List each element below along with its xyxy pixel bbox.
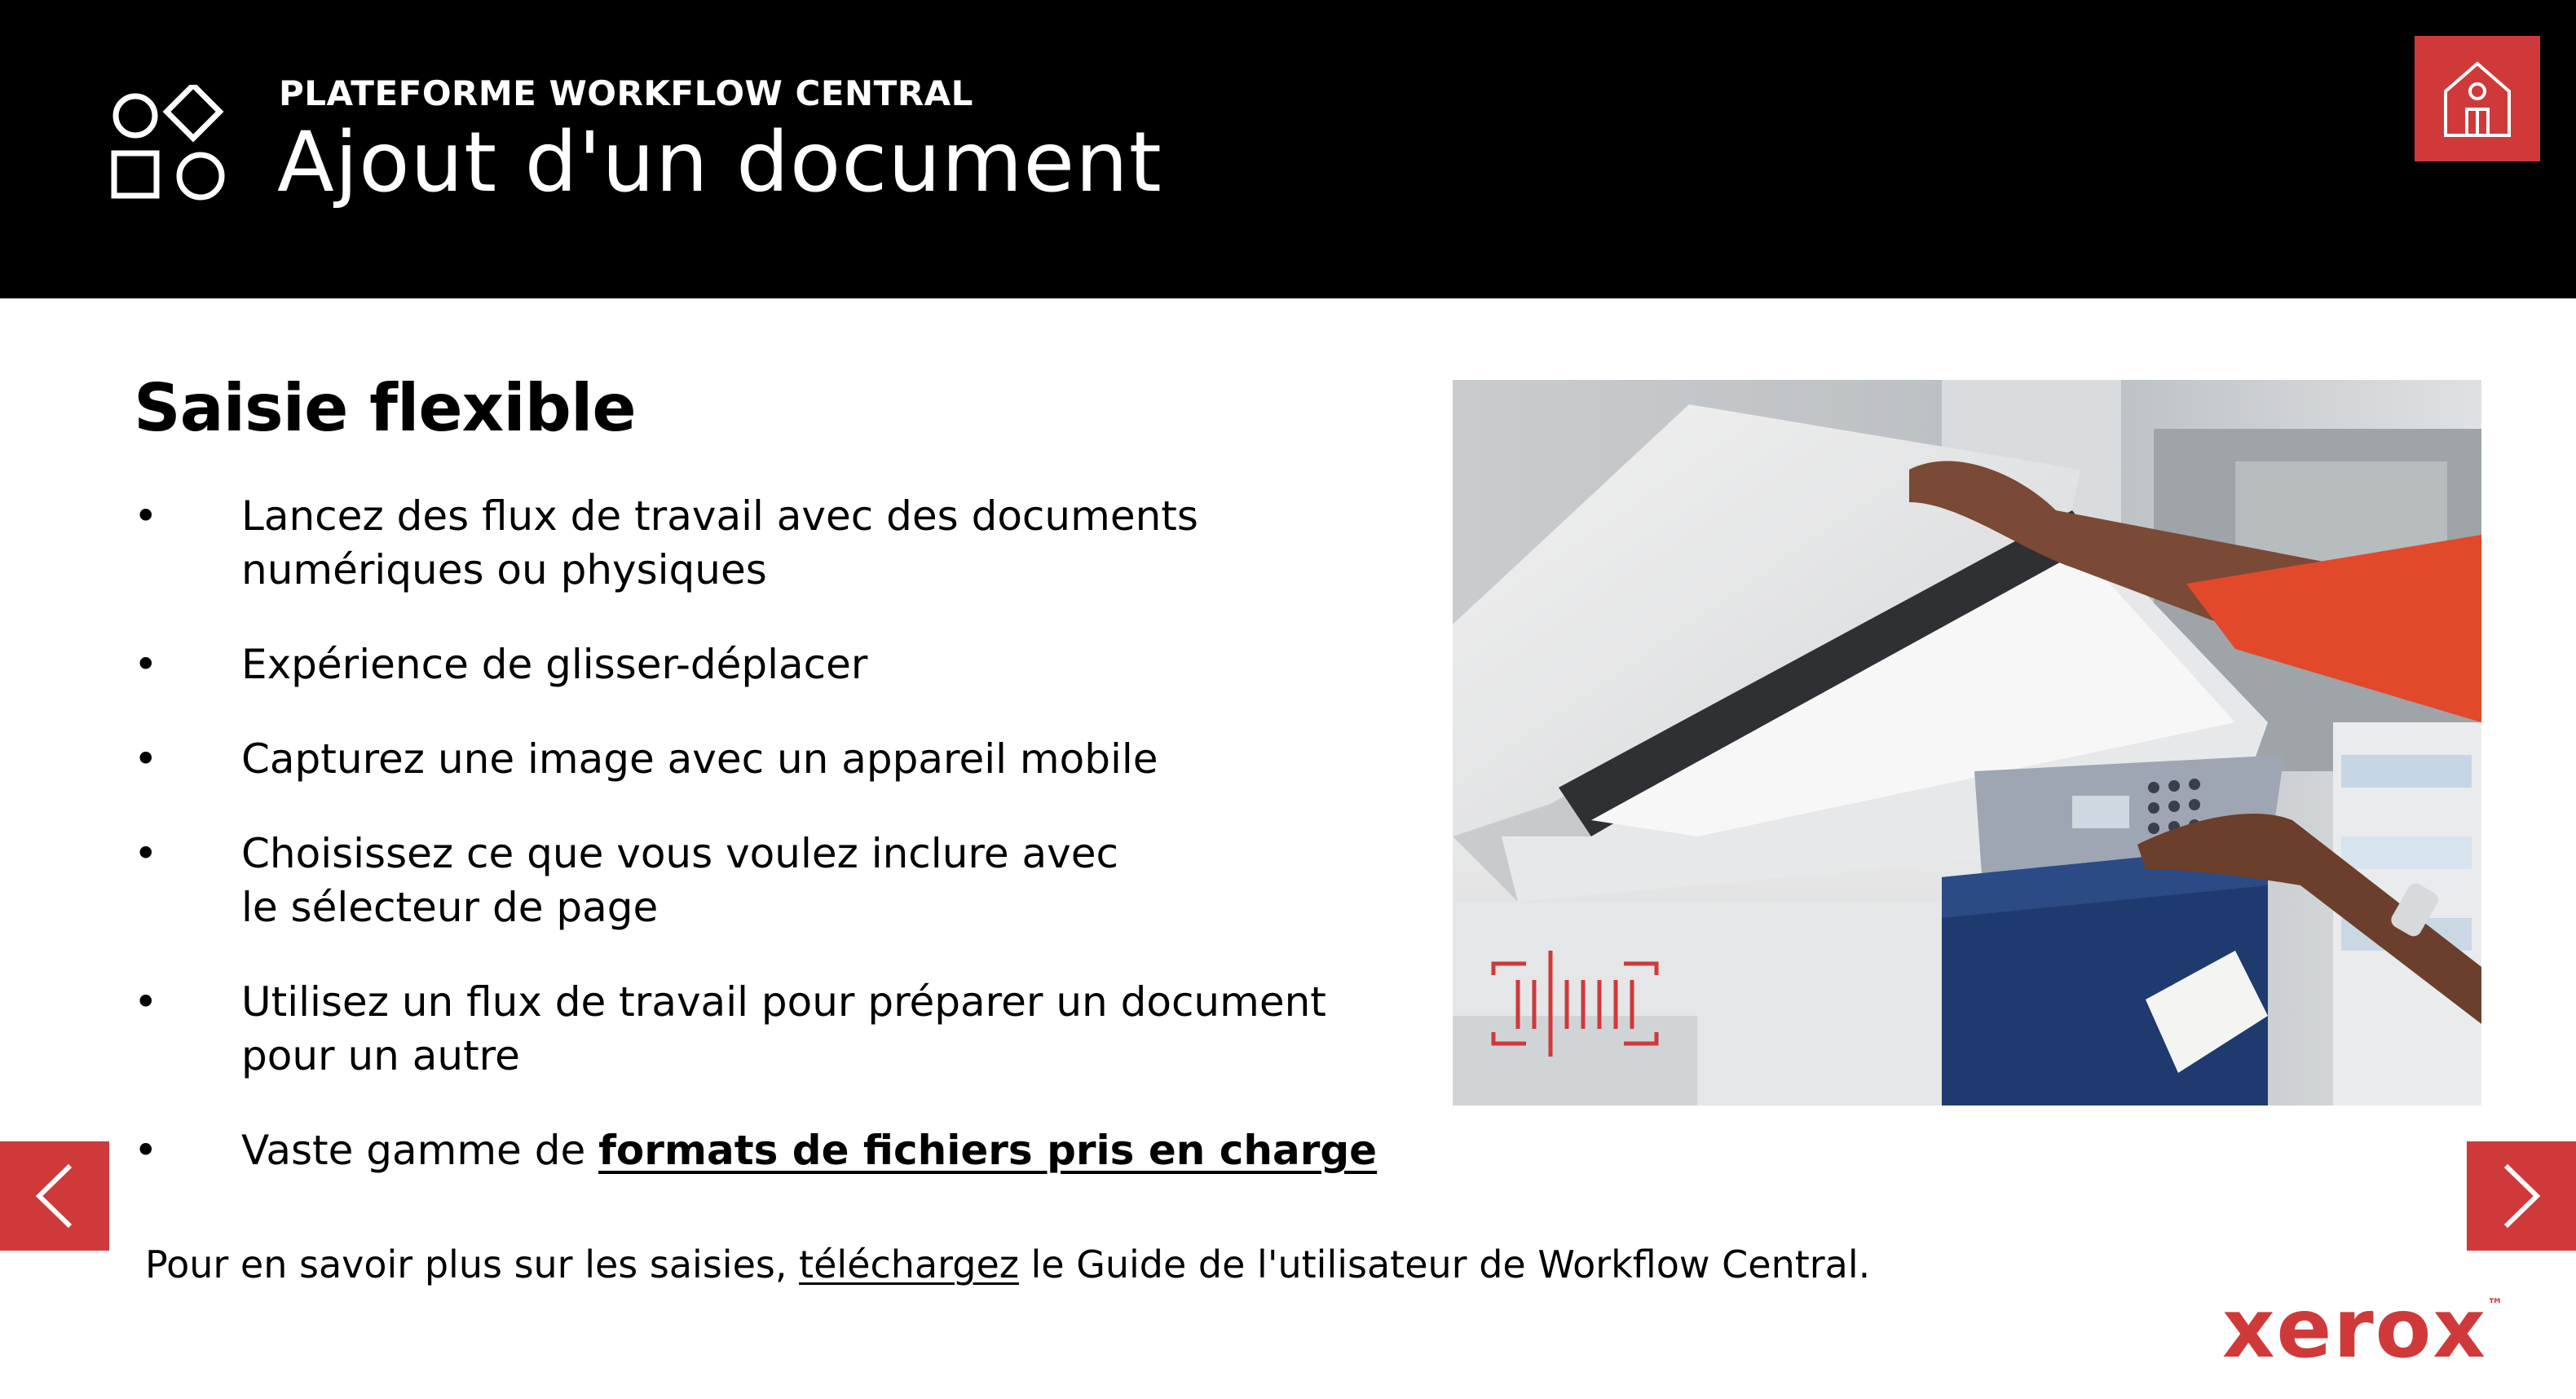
list-item <box>134 827 1138 934</box>
footnote-text-before: Pour en savoir plus sur les saisies, <box>145 1242 800 1286</box>
bullet-dot: • <box>134 978 158 1026</box>
bullet-dot: • <box>134 1127 158 1174</box>
bullet-dot: • <box>134 492 158 540</box>
list-item <box>134 975 1358 1083</box>
shapes-icon <box>109 85 232 207</box>
trademark-symbol: ™ <box>2486 1295 2505 1314</box>
bullet-dot: • <box>134 830 158 877</box>
header-bar <box>0 0 2576 298</box>
list-item <box>134 638 1332 691</box>
supported-formats-link[interactable]: formats de fichiers pris en charge <box>598 1127 1378 1174</box>
footnote <box>145 1242 1870 1286</box>
list-item-text: Expérience de glisser-déplacer <box>241 641 868 688</box>
download-link[interactable]: téléchargez <box>799 1242 1019 1286</box>
xerox-logo-text: xerox <box>2222 1281 2487 1376</box>
copier-scanner-photo <box>1453 380 2481 1106</box>
bullet-dot: • <box>134 641 158 688</box>
list-item <box>134 732 1332 786</box>
home-button[interactable] <box>2415 36 2540 161</box>
footnote-text-after: le Guide de l'utilisateur de Workflow Central. <box>1018 1242 1871 1286</box>
list-item-text: Vaste gamme de <box>241 1127 599 1174</box>
section-heading: Saisie flexible <box>134 370 636 446</box>
list-item <box>134 489 1260 597</box>
next-slide-button[interactable] <box>2467 1141 2576 1251</box>
header-eyebrow: PLATEFORME WORKFLOW CENTRAL <box>279 73 973 113</box>
feature-list <box>134 489 1378 1218</box>
home-icon <box>2442 59 2512 139</box>
xerox-logo <box>2222 1281 2505 1376</box>
list-item-text: Capturez une image avec un appareil mobile <box>241 735 1158 783</box>
list-item <box>134 1123 1378 1177</box>
list-item-text: Choisissez ce que vous voulez inclure avec le sélecteur de page <box>241 830 1118 931</box>
bullet-dot: • <box>134 735 158 783</box>
page-title: Ajout d'un document <box>277 114 1162 211</box>
chevron-left-icon <box>0 1141 109 1251</box>
photo-illustration <box>1453 380 2481 1106</box>
list-item-text: Utilisez un flux de travail pour préparer un document pour un autre <box>241 978 1326 1079</box>
previous-slide-button[interactable] <box>0 1141 109 1251</box>
list-item-text: Lancez des flux de travail avec des documents numériques ou physiques <box>241 492 1198 594</box>
chevron-right-icon <box>2467 1141 2576 1251</box>
